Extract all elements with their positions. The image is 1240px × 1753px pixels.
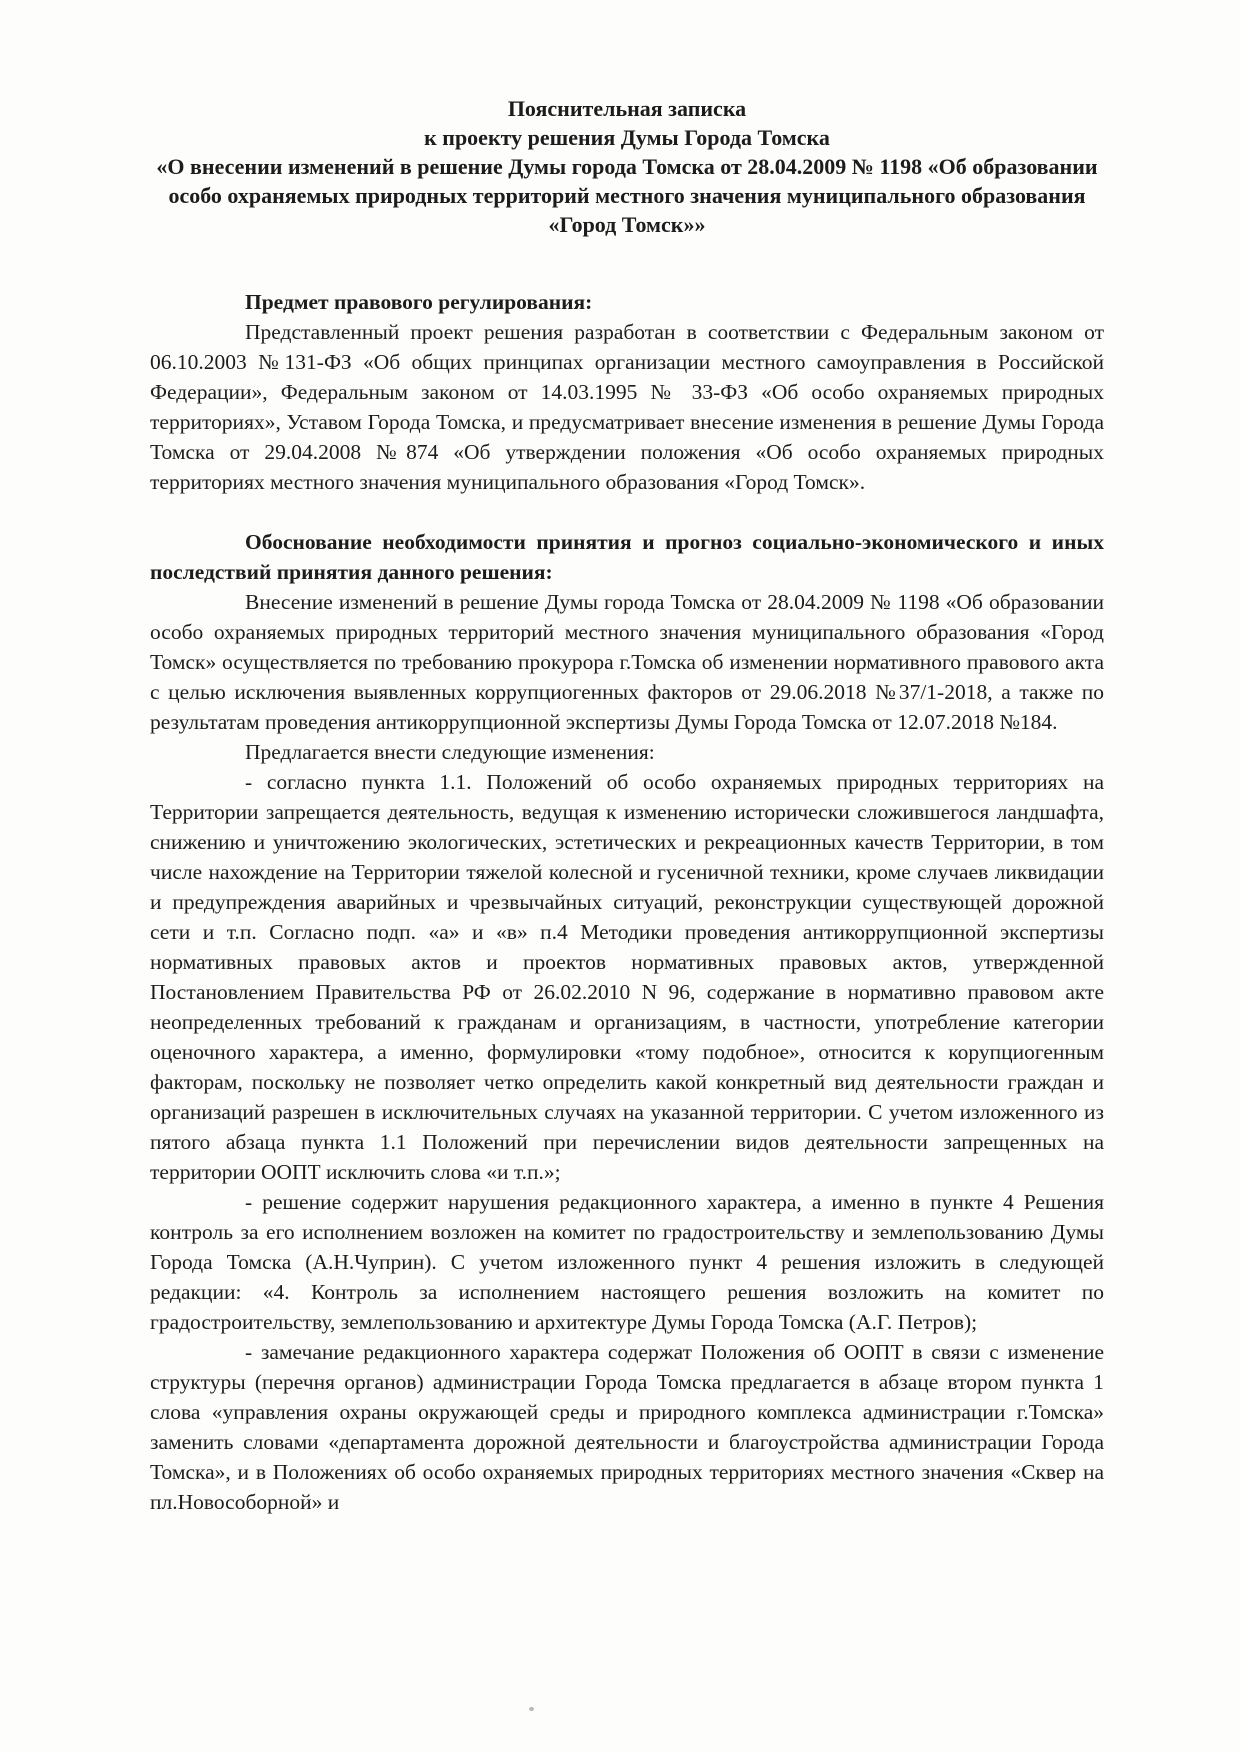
scan-artifact-speck: [529, 1707, 534, 1711]
paragraph: - замечание редакционного характера содержат Положения об ООПТ в связи с изменение структуры (перечня органов) администрации Города Томска предлагается в абзаце втором пункта 1 слова «управления охраны окружающей среды и природного комплекса администрации г.Томска» заменить словами «департамента дорожной деятельности и благоустройства администрации Города Томска», и в Положениях об особо охраняемых природных территориях местного значения «Сквер на пл.Новособорной» и: [150, 1340, 1104, 1514]
paragraph: - решение содержит нарушения редакционного характера, а именно в пункте 4 Решения контроль за его исполнением возложен на комитет по градостроительству и землепользованию Думы Города Томска (А.Н.Чуприн). С учетом изложенного пункт 4 решения изложить в следующей редакции: «4. Контроль за исполнением настоящего решения возложить на комитет по градостроительству, землепользованию и архитектуре Думы Города Томска (А.Г. Петров);: [150, 1190, 1104, 1334]
section-subject-of-regulation: [150, 287, 1104, 497]
title-line-2: к проекту решения Думы Города Томска: [424, 125, 830, 150]
title-line-3: «О внесении изменений в решение Думы города Томска от 28.04.2009 № 1198 «Об образовании особо охраняемых природных территорий местного значения муниципального образования «Город Томск»»: [156, 154, 1098, 237]
paragraph: - согласно пункта 1.1. Положений об особо охраняемых природных территориях на Территории запрещается деятельность, ведущая к изменению исторически сложившегося ландшафта, снижению и уничтожению экологических, эстетических и рекреационных качеств Территории, в том числе нахождение на Территории тяжелой колесной и гусеничной техники, кроме случаев ликвидации и предупреждения аварийных и чрезвычайных ситуаций, реконструкции существующей дорожной сети и т.п. Согласно подп. «а» и «в» п.4 Методики проведения антикоррупционной экспертизы нормативных правовых актов и проектов нормативных правовых актов, утвержденной Постановлением Правительства РФ от 26.02.2010 N 96, содержание в нормативно правовом акте неопределенных требований к гражданам и организациям, в частности, употребление категории оценочного характера, а именно, формулировки «тому подобное», относится к корупциогенным факторам, поскольку не позволяет четко определить какой конкретный вид деятельности граждан и организаций разрешен в исключительных случаях на указанной территории. С учетом изложенного из пятого абзаца пункта 1.1 Положений при перечислении видов деятельности запрещенных на территории ООПТ исключить слова «и т.п.»;: [150, 770, 1104, 1184]
section-heading: Обоснование необходимости принятия и прогноз социально-экономического и иных последствий принятия данного решения:: [150, 530, 1104, 584]
section-heading: Предмет правового регулирования:: [245, 290, 593, 314]
paragraph: Внесение изменений в решение Думы города Томска от 28.04.2009 № 1198 «Об образовании особо охраняемых природных территорий местного значения муниципального образования «Город Томск» осуществляется по требованию прокурора г.Томска об изменении нормативного правового акта с целью исключения выявленных коррупциогенных факторов от 29.06.2018 №37/1-2018, а также по результатам проведения антикоррупционной экспертизы Думы Города Томска от 12.07.2018 №184.: [150, 590, 1104, 734]
section-justification: [150, 527, 1104, 1517]
paragraph: Предлагается внести следующие изменения:: [245, 740, 655, 764]
title-line-1: Пояснительная записка: [507, 96, 747, 121]
document-title: [150, 94, 1104, 239]
paragraph: Представленный проект решения разработан в соответствии с Федеральным законом от 06.10.2003 №131-ФЗ «Об общих принципах организации местного самоуправления в Российской Федерации», Федеральным законом от 14.03.1995 № 33-ФЗ «Об особо охраняемых природных территориях», Уставом Города Томска, и предусматривает внесение изменения в решение Думы Города Томска от 29.04.2008 №874 «Об утверждении положения «Об особо охраняемых природных территориях местного значения муниципального образования «Город Томск».: [150, 320, 1104, 494]
document-body: [150, 287, 1104, 1517]
